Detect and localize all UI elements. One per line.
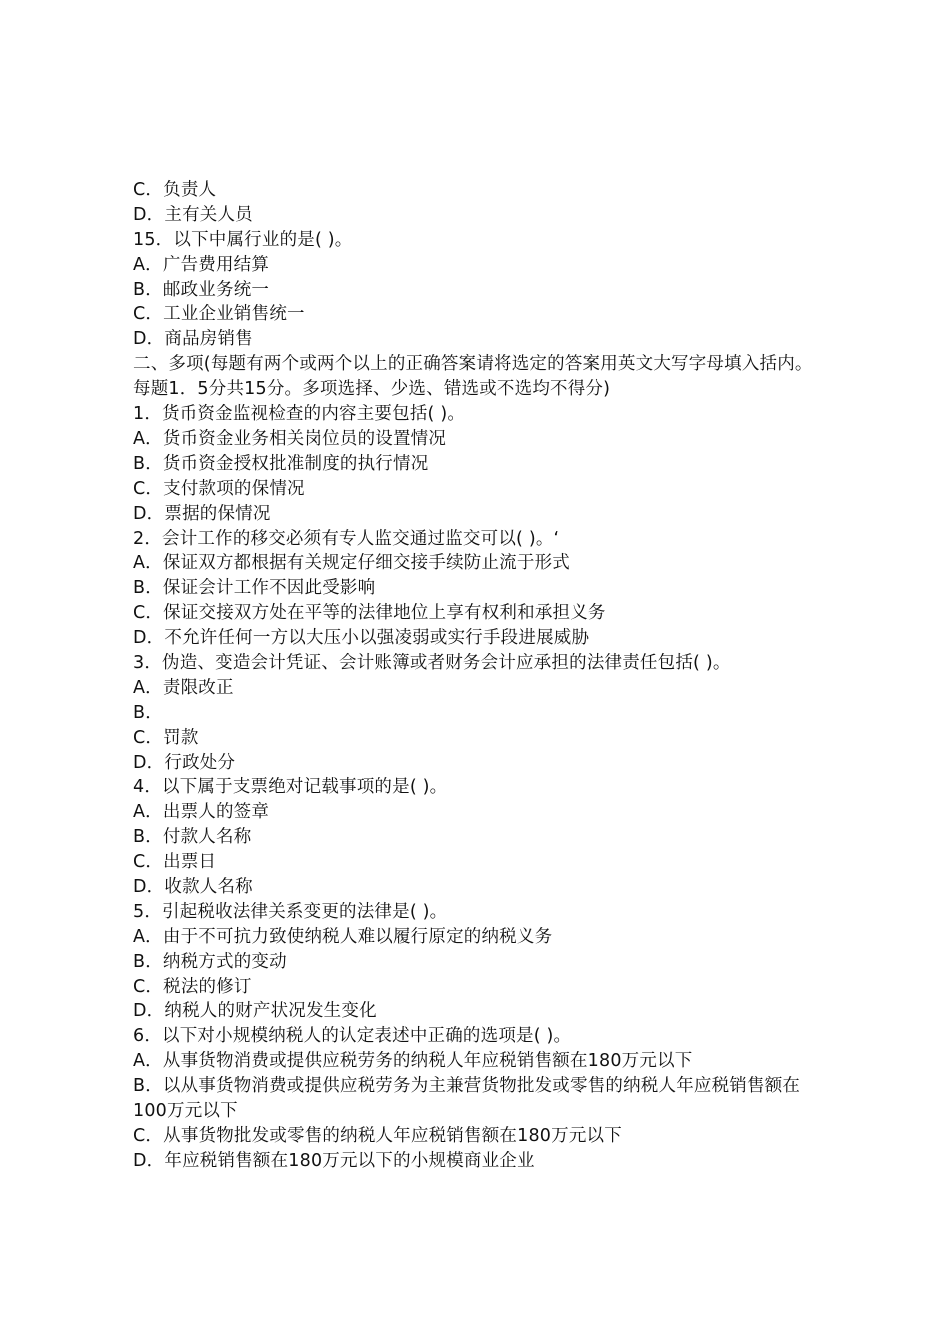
option-a: A．责限改正 <box>133 677 234 698</box>
question-5: 5．引起税收法律关系变更的法律是( )。 <box>133 901 448 922</box>
option-c: C．罚款 <box>133 727 199 748</box>
option-b: B．邮政业务统一 <box>133 279 270 300</box>
option-d: D．纳税人的财产状况发生变化 <box>133 1001 377 1022</box>
option-a: A．从事货物消费或提供应税劳务的纳税人年应税销售额在180万元以下 <box>133 1051 693 1072</box>
document-body <box>133 178 833 1174</box>
option-d: D．行政处分 <box>133 752 236 773</box>
option-c: C．从事货物批发或零售的纳税人年应税销售额在180万元以下 <box>133 1125 622 1146</box>
option-c: C．支付款项的保情况 <box>133 478 305 499</box>
option-d: D．收款人名称 <box>133 876 253 897</box>
option-a: A．由于不可抗力致使纳税人难以履行原定的纳税义务 <box>133 926 553 947</box>
option-b: B．保证会计工作不因此受影响 <box>133 578 376 599</box>
option-a: A．保证双方都根据有关规定仔细交接手续防止流于形式 <box>133 553 570 574</box>
option-c: C．负责人 <box>133 180 217 200</box>
option-d: D．不允许任何一方以大压小以强凌弱或实行手段进展威胁 <box>133 628 590 649</box>
option-c: C．出票日 <box>133 852 217 873</box>
option-b: B．付款人名称 <box>133 827 252 848</box>
option-a: A．货币资金业务相关岗位员的设置情况 <box>133 428 447 449</box>
question-6: 6．以下对小规模纳税人的认定表述中正确的选项是( )。 <box>133 1026 572 1047</box>
question-1: 1．货币资金监视检查的内容主要包括( )。 <box>133 404 466 425</box>
option-d: D．票据的保情况 <box>133 503 271 524</box>
option-c: C．保证交接双方处在平等的法律地位上享有权利和承担义务 <box>133 603 606 624</box>
question-15: 15．以下中属行业的是( )。 <box>133 229 353 250</box>
option-b: B．以从事货物消费或提供应税劳务为主兼营货物批发或零售的纳税人年应税销售额在100万元以下 <box>133 1076 801 1121</box>
option-d: D．商品房销售 <box>133 329 253 350</box>
option-c: C．工业企业销售统一 <box>133 304 305 325</box>
option-b: B．纳税方式的变动 <box>133 951 287 972</box>
option-b: B． <box>133 702 163 723</box>
option-d: D．主有关人员 <box>133 204 253 225</box>
question-2: 2．会计工作的移交必须有专人监交通过监交可以( )。‘ <box>133 528 560 549</box>
section-heading-multiple-choice: 二、多项(每题有两个或两个以上的正确答案请将选定的答案用英文大写字母填入括内。每题1．5分共15分。多项选择、少选、错选或不选均不得分) <box>133 354 813 400</box>
question-3: 3．伪造、变造会计凭证、会计账簿或者财务会计应承担的法律责任包括( )。 <box>133 652 731 673</box>
option-a: A．广告费用结算 <box>133 254 270 275</box>
option-b: B．货币资金授权批准制度的执行情况 <box>133 453 429 474</box>
option-d: D．年应税销售额在180万元以下的小规模商业企业 <box>133 1150 535 1171</box>
option-c: C．税法的修订 <box>133 976 252 997</box>
question-4: 4．以下属于支票绝对记载事项的是( )。 <box>133 777 448 798</box>
option-a: A．出票人的签章 <box>133 802 270 823</box>
